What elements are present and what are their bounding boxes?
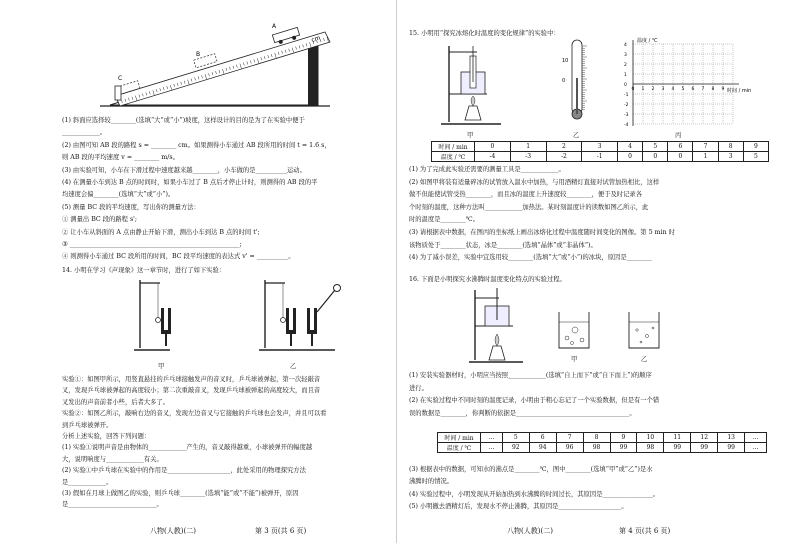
figure-label-yi: 乙 [290,363,297,370]
q13-line-4: 则 AB 段的平均速度 v = ________ m/s。 [62,154,179,162]
table1-cell: 1 [510,142,546,152]
thermometer-reading [562,38,592,123]
graph-ytick: 1 [624,73,627,78]
label-a: A [272,23,277,30]
q16a-line-3: (2) 在实验过程中不同时刻的温度记录，小明由于粗心忘记了一个实验数据，但是有一个错 [409,397,660,405]
q15-line-4: 个时刻的温度，这种方法叫____________加热法。某时刻温度计的读数如图乙所示，此 [409,203,649,211]
figure-label-jia: 甲 [158,363,165,370]
q14-line-9: (2) 实验①中乒乓球在实验中的作用是____________________，此处采用的物理探究方法 [62,467,306,475]
graph-xtick: 2 [651,87,655,92]
table2-cell: 99 [691,443,718,453]
graph-ylabel: 温度 / ℃ [637,38,658,44]
boiling-apparatus [467,286,527,366]
table1-cell: -4 [475,152,511,162]
table2-cell: 8 [583,433,610,443]
incline-ruler-figure [0,0,397,115]
q15-line-3: 做不但能使试管受热________，而且冰的温度上升速度较________，便于及时记录各 [409,191,642,199]
q14-line-10: 是____________。 [62,478,113,486]
table2-cell: 时间 / min [438,433,481,443]
q13-line-7: 均速度会偏________(选填“大”或“小”)。 [62,191,175,199]
question-16-intro: 16. 下面是小明探究水沸腾时温度变化特点的实验过程。 [409,276,566,283]
table2-cell: 12 [691,433,718,443]
table2-cell: 5 [502,433,529,443]
q14-line-2: 叉，发现乒乓球被弹起的高度较小；第二次重敲音叉，发现乒乓球被弹起的高度较大，而且音 [62,387,321,395]
right-page [397,0,794,543]
q15-line-1: (1) 为了完成此实验还需要的测量工具是____________。 [409,166,565,173]
graph-ytick: -4 [624,123,629,128]
table1-cell: 0 [618,152,643,162]
table1-cell: 时间 / min [432,142,475,152]
table1-cell: 5 [743,152,768,162]
q14-line-7: (1) 实验①说明声音是由物体的____________产生的，音叉敲得越重，小球被弹开的幅度越 [62,444,313,452]
ruler-unit: cm [310,34,322,44]
q13-line-1: (1) 斜面应选择较________(选填“大”或“小”)坡度，这样设计的目的是为了在实验中便于 [62,117,305,124]
figure-label-bing-15: 丙 [675,132,682,139]
table1-cell: -3 [510,152,546,162]
q13-line-6: (4) 在测量小车到达 B 点的时间时，如果小车过了 B 点后才停止计时，则测得的 AB 段的平 [62,179,318,186]
graph-ytick: -2 [624,103,629,108]
table2-cell: 11 [664,433,691,443]
graph-xtick: 5 [681,87,685,92]
table1-cell: 9 [743,142,768,152]
table2-cell: 96 [556,443,583,453]
table2-cell: 99 [718,443,745,453]
q15-line-5: 时的温度是________℃。 [409,216,480,224]
graph-ytick: 2 [624,63,627,68]
q15-line-8: (4) 为了减小误差，实验中宜选用较________(选填“大”或“小”)的冰块，原因是________ [409,254,652,262]
table2-row1 [438,433,767,443]
q14-line-5: 到乒乓球被弹开。 [62,421,113,429]
q16b-line-4: (5) 小明撤去酒精灯后，发现水不停止沸腾，其原因是____________________。 [409,503,628,511]
table1-row1 [432,142,769,152]
graph-ytick: -1 [624,93,629,98]
q14-line-4: 实验②：如图乙所示，敲响右边的音叉，发现左边音叉与它接触的乒乓球也会发声，并且可以看 [62,410,327,418]
figure-label-jia-16: 甲 [571,356,578,363]
figure-label-yi-15: 乙 [573,132,580,139]
footer-subject-right: 八物(人教)(二) [507,527,553,535]
graph-ytick: 0 [624,83,627,88]
table2-cell: … [481,433,503,443]
q13-line-11: ③ ______________________________________________________; [62,241,242,248]
q14-line-6: 分析上述实验，回答下列问题： [62,433,151,440]
q14-line-11: (3) 假如在月球上做图乙的实验，则乒乓球________(选填“能”或“不能”)被弹开，原因 [62,490,299,497]
question-15-intro: 15. 小明用“探究冰熔化时温度的变化规律”的实验中： [409,30,560,37]
q16b-line-1: (3) 根据表中的数据，可知水的沸点是________℃，图中________(选填“甲”或“乙”)是水 [409,466,653,473]
q15-line-2: (2) 如图甲将装有适量碎冰的试管放入温水中加热，与用酒精灯直接对试管加热相比，这样 [409,178,660,186]
table2-cell: 温度 / ℃ [438,443,481,453]
table2-cell: 6 [529,433,556,443]
table1-cell: 2 [546,142,582,152]
graph-ytick: -3 [624,113,629,118]
q14-line-12: 是____________________________。 [62,501,163,509]
table2-cell: 7 [556,433,583,443]
q16a-line-2: 进行。 [409,384,428,392]
label-c: C [118,75,123,82]
figure-label-yi-16: 乙 [641,356,648,363]
q14-line-8: 大，说明响度与____________有关。 [62,455,163,463]
figure-label-jia-15: 甲 [467,132,474,139]
table2-cell: 10 [637,433,664,443]
table2-cell: … [745,443,767,453]
q13-line-8: (5) 测量 BC 段的平均速度，写出你的测量方法： [62,203,200,211]
table1-cell: 1 [693,152,718,162]
question-14-intro: 14. 小明在学习《声现象》这一章节时，进行了如下实验： [62,267,226,274]
table1-cell: 0 [475,142,511,152]
table1-cell: -2 [546,152,582,162]
ice-temperature-table [431,141,769,162]
tuning-fork-figure-jia [130,278,240,363]
q15-line-6: (3) 请根据表中数据，在图丙的坐标纸上画出冰熔化过程中温度随时间变化的图像。第 5 min 时 [409,229,675,236]
table2-cell: 13 [718,433,745,443]
graph-ytick: 4 [624,43,627,48]
table1-cell: 7 [693,142,718,152]
table1-row2 [432,152,769,162]
table1-cell: 3 [718,152,743,162]
q14-line-1: 实验①：如图甲所示，用竖直悬挂的乒乓球接触发声的音叉时，乒乓球被弹起，第一次轻敲音 [62,376,321,383]
q16b-line-3: (4) 实验过程中，小明发现从开始加热到水沸腾的时间过长，其原因是________________。 [409,490,660,498]
thermo-tick-10: 10 [562,58,569,64]
footer-page-number-right: 第 4 页(共 6 页) [619,527,671,535]
graph-xtick: 6 [691,87,695,92]
graph-xtick: 4 [671,87,675,92]
table1-cell: 4 [618,142,643,152]
beaker-yi [625,308,665,353]
q16b-line-2: 沸腾时的情况。 [409,478,454,486]
graph-xtick: 3 [661,87,665,92]
q14-line-3: 叉发出的声音前者小些，后者大多了。 [62,398,170,406]
table2-cell: 98 [583,443,610,453]
q16a-line-1: (1) 安装实验器材时，小明应当按照____________(选填“自上而下”或“自下而上”)的顺序 [409,372,652,379]
footer-subject: 八物(人教)(二) [150,527,196,535]
temperature-time-grid [615,36,752,131]
table1-cell: 0 [668,152,693,162]
thermo-tick-0: 0 [562,78,566,84]
q13-line-9: ① 测量出 BC 段的路程 s'; [62,216,138,224]
table1-cell: 0 [643,152,668,162]
table2-cell: … [481,443,503,453]
q13-line-5: (3) 由实验可知，小车在下滑过程中速度越来越________，小车做的是__________运动。 [62,166,306,174]
table2-cell: 98 [637,443,664,453]
table1-cell: 3 [582,142,618,152]
table1-cell: 温度 / ℃ [432,152,475,162]
label-b: B [196,51,201,58]
q13-line-2: ____________。 [62,129,107,137]
q13-line-3: (2) 由图可知 AB 段的路程 s = ________ cm。如果测得小车通过 AB 段所用的时间 t = 1.6 s， [62,141,331,149]
footer-page-number: 第 3 页(共 6 页) [255,527,307,535]
table1-cell: 8 [718,142,743,152]
graph-xtick: 1 [641,87,645,92]
table2-cell: … [745,433,767,443]
q13-line-12: ④ 则测得小车通过 BC 段所用的时间，BC 段平均速度的表达式 v' = __________。 [62,253,295,261]
table2-cell: 94 [529,443,556,453]
q13-line-10: ② 让小车从斜面的 A 点由静止开始下滑，测出小车到达 B 点的时间 t'; [62,228,260,236]
table1-cell: -1 [582,152,618,162]
ice-melting-apparatus [437,42,507,127]
table2-cell: 99 [664,443,691,453]
q15-line-7: 该物质处于________状态，冰是________(选填“晶体”或“非晶体”)。 [409,241,597,249]
graph-xtick: 8 [711,87,715,92]
table2-row2 [438,443,767,453]
q16a-line-4: 误的数据是________，你判断的依据是____________________________________。 [409,409,636,417]
water-temperature-table [437,432,767,453]
graph-xtick: 9 [721,87,725,92]
table2-cell: 9 [610,433,637,443]
graph-ytick: 3 [624,53,627,58]
graph-xlabel: 时间 / min [727,88,752,94]
beaker-jia [555,308,595,353]
graph-xtick: 7 [701,87,705,92]
table2-cell: 92 [502,443,529,453]
graph-xtick: 0 [631,87,635,92]
table1-cell: 6 [668,142,693,152]
table2-cell: 99 [610,443,637,453]
tuning-fork-figure-yi [255,278,385,363]
table1-cell: 5 [643,142,668,152]
